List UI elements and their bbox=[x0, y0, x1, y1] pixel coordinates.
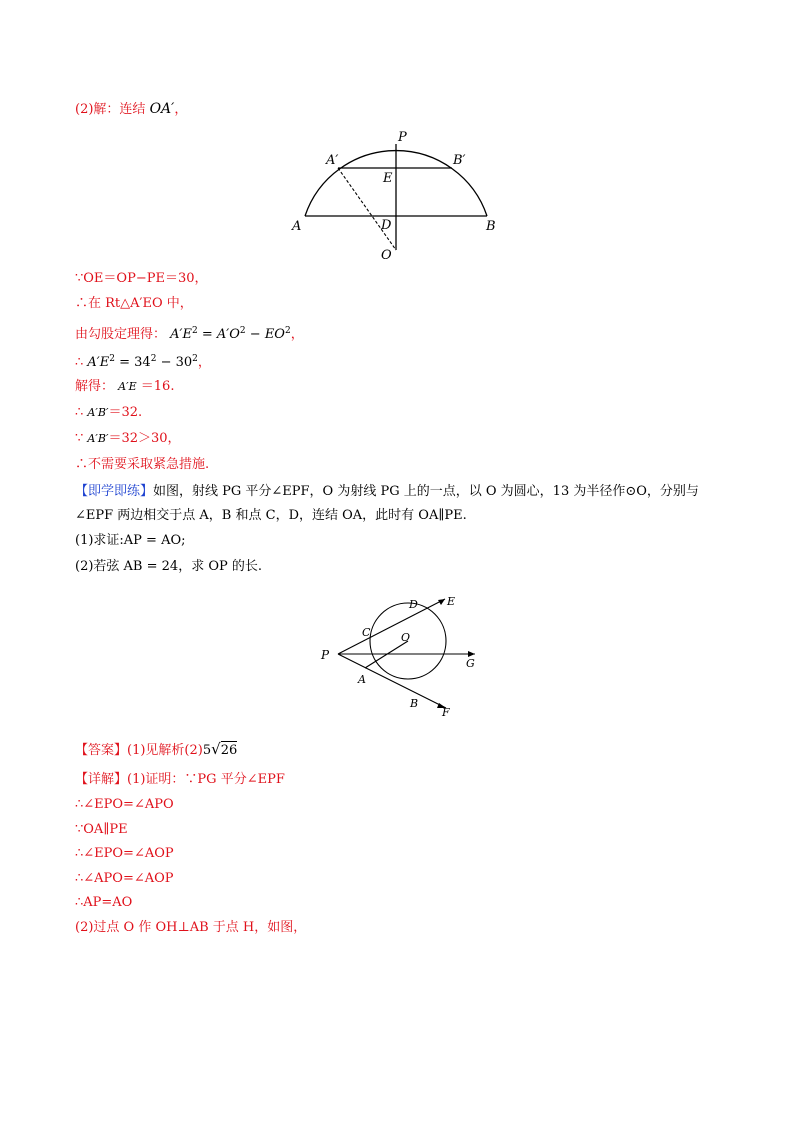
label-A-prime: A′ bbox=[326, 153, 339, 168]
answer-radical: 5√26 bbox=[202, 740, 238, 758]
detail-line-1: 【详解】(1)证明：∵PG 平分∠EPF bbox=[75, 772, 285, 787]
label-B: B bbox=[486, 219, 496, 234]
sol-line-4: ∴ $A'E^2 = 34^2 - 30^2$， bbox=[75, 354, 211, 370]
label2-D: D bbox=[409, 598, 418, 611]
detail-line-5: ∴∠APO=∠AOP bbox=[75, 871, 174, 886]
detail-tag: 【详解】 bbox=[75, 772, 128, 787]
eq-substitution: $A'E^2 = 34^2 - 30^2$ bbox=[87, 354, 198, 370]
math-A-prime-B-prime: A′B′ bbox=[87, 406, 109, 419]
label2-G: G bbox=[466, 657, 475, 670]
detail-line-4: ∴∠EPO=∠AOP bbox=[75, 846, 174, 861]
label2-F: F bbox=[442, 706, 450, 718]
math-A-prime-B-prime-2: A′B′ bbox=[87, 432, 109, 445]
detail-line-6: ∴AP=AO bbox=[75, 895, 133, 910]
sol-line-7: ∵ A′B′＝32＞30， bbox=[75, 431, 181, 446]
label2-E: E bbox=[447, 595, 456, 608]
figure-arch bbox=[280, 128, 510, 268]
exercise-statement bbox=[75, 480, 735, 528]
ray-PF bbox=[338, 654, 446, 708]
label2-C: C bbox=[362, 626, 371, 639]
answer-line bbox=[75, 740, 237, 760]
math-A-prime-E: A′E bbox=[118, 380, 137, 393]
math-OA-prime: OA′ bbox=[149, 101, 175, 117]
eq-pythagoras: $A'E^2 = A'O^2 - EO^2$ bbox=[170, 326, 291, 342]
exercise-q2: (2)若弦 AB = 24，求 OP 的长. bbox=[75, 559, 262, 574]
label2-B: B bbox=[410, 697, 419, 710]
label2-A: A bbox=[358, 673, 366, 686]
detail-line-2: ∴∠EPO=∠APO bbox=[75, 797, 174, 812]
label-E: E bbox=[383, 171, 393, 186]
label-B-prime: B′ bbox=[453, 153, 466, 168]
sol-line-6: ∴ A′B′＝32. bbox=[75, 405, 143, 420]
label-O: O bbox=[381, 248, 392, 263]
sol-line-8: ∴不需要采取紧急措施. bbox=[75, 457, 210, 472]
label2-O: O bbox=[401, 631, 411, 644]
sol-line-2: ∴在 Rt△A′EO 中， bbox=[75, 296, 193, 311]
answer-text: (1)见解析(2) bbox=[127, 743, 203, 758]
exercise-q1: (1)求证:AP = AO; bbox=[75, 533, 186, 548]
detail-line-7: (2)过点 O 作 OH⊥AB 于点 H，如图， bbox=[75, 920, 307, 935]
sol-line-5: 解得： A′E ＝16. bbox=[75, 379, 175, 394]
detail-line-3: ∵OA∥PE bbox=[75, 822, 128, 837]
label2-P: P bbox=[321, 648, 330, 662]
answer-tag: 【答案】 bbox=[75, 743, 128, 758]
figure-circle bbox=[315, 588, 490, 718]
label-A: A bbox=[292, 219, 302, 234]
part2-intro: (2)解：连结 OA′， bbox=[75, 101, 188, 117]
exercise-tag: 【即学即练】 bbox=[75, 484, 154, 499]
sol-line-1: ∵OE＝OP−PE＝30， bbox=[75, 271, 208, 286]
exercise-text: 如图，射线 PG 平分∠EPF，O 为射线 PG 上的一点，以 O 为圆心，13 为半径作⊙O，分别与∠EPF 两边相交于点 A，B 和点 C，D，连结 OA，此时有 OA∥PE. bbox=[75, 484, 699, 523]
sol-line-3: 由勾股定理得： $A'E^2 = A'O^2 - EO^2$， bbox=[75, 326, 304, 342]
label-D: D bbox=[381, 218, 392, 233]
label-P: P bbox=[398, 130, 407, 145]
